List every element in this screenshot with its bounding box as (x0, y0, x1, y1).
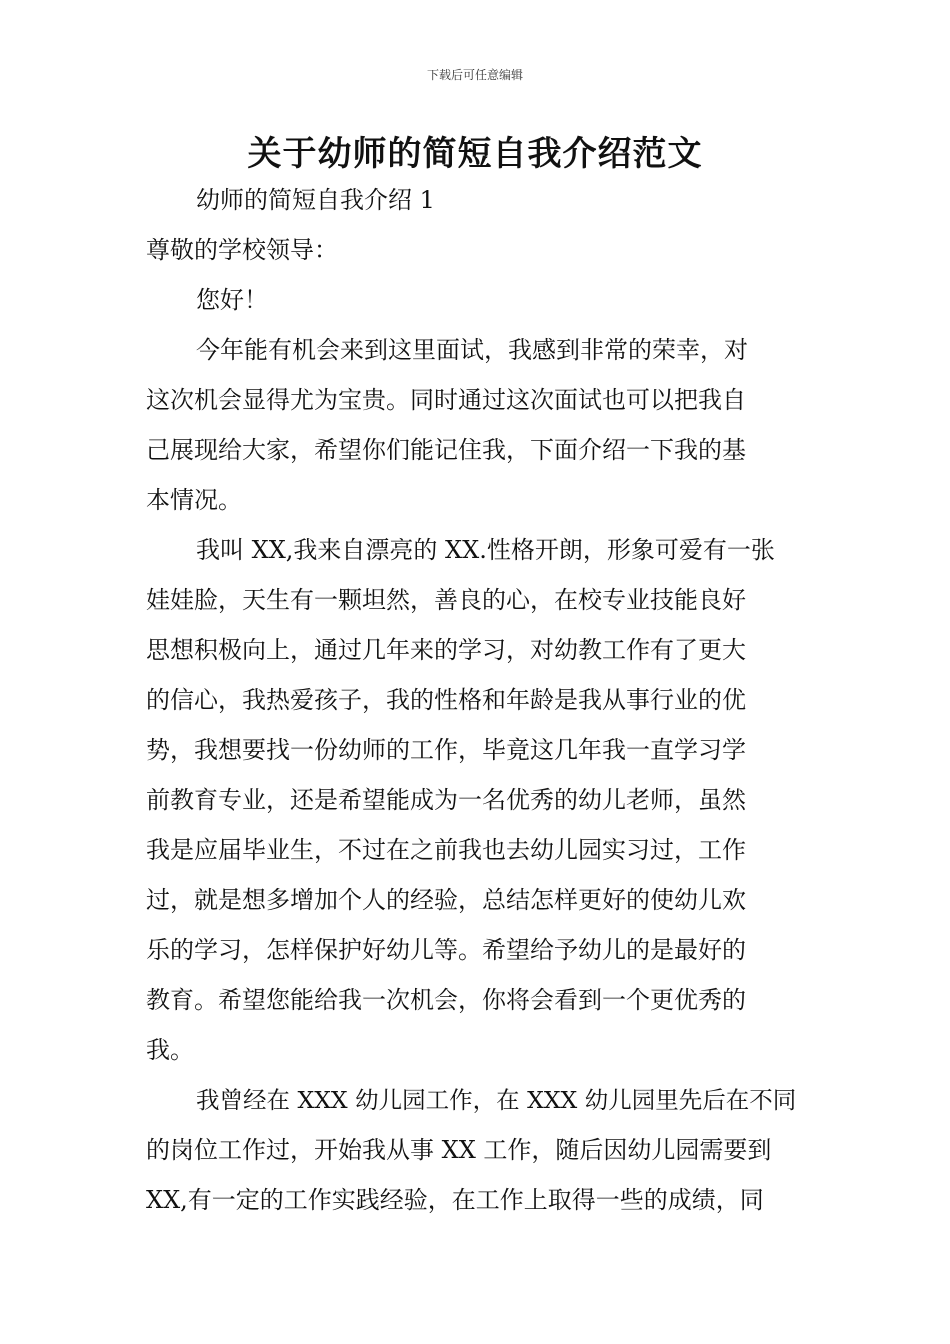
section-subtitle: 幼师的简短自我介绍 1 (196, 186, 435, 214)
paragraph-line: 这次机会显得尤为宝贵。同时通过这次面试也可以把我自 (146, 386, 746, 414)
paragraph-line: 思想积极向上，通过几年来的学习，对幼教工作有了更大 (146, 636, 746, 664)
paragraph-line: 己展现给大家，希望你们能记住我，下面介绍一下我的基 (146, 436, 746, 464)
header-note: 下载后可任意编辑 (426, 68, 523, 82)
paragraph-line: XX,有一定的工作实践经验，在工作上取得一些的成绩，同 (146, 1186, 764, 1214)
paragraph-line: 我是应届毕业生，不过在之前我也去幼儿园实习过，工作 (146, 836, 746, 864)
paragraph-line: 今年能有机会来到这里面试，我感到非常的荣幸，对 (196, 336, 748, 364)
paragraph-line: 教育。希望您能给我一次机会，你将会看到一个更优秀的 (146, 986, 746, 1014)
paragraph-line: 的信心，我热爱孩子，我的性格和年龄是我从事行业的优 (146, 686, 746, 714)
greeting: 您好！ (196, 286, 268, 314)
paragraph-line: 前教育专业，还是希望能成为一名优秀的幼儿老师，虽然 (146, 786, 746, 814)
paragraph-line: 我。 (146, 1036, 194, 1064)
paragraph-line: 过，就是想多增加个人的经验，总结怎样更好的使幼儿欢 (146, 886, 746, 914)
paragraph-line: 乐的学习，怎样保护好幼儿等。希望给予幼儿的是最好的 (146, 936, 746, 964)
document-title: 关于幼师的简短自我介绍范文 (247, 134, 703, 174)
paragraph-line: 的岗位工作过，开始我从事 XX 工作，随后因幼儿园需要到 (146, 1136, 772, 1164)
paragraph-line: 势，我想要找一份幼师的工作，毕竟这几年我一直学习学 (146, 736, 746, 764)
paragraph-line: 我曾经在 XXX 幼儿园工作，在 XXX 幼儿园里先后在不同 (196, 1086, 797, 1114)
paragraph-line: 娃娃脸，天生有一颗坦然，善良的心，在校专业技能良好 (146, 586, 746, 614)
salutation: 尊敬的学校领导： (146, 236, 338, 264)
paragraph-line: 本情况。 (146, 486, 242, 514)
paragraph-line: 我叫 XX,我来自漂亮的 XX.性格开朗，形象可爱有一张 (196, 536, 775, 564)
